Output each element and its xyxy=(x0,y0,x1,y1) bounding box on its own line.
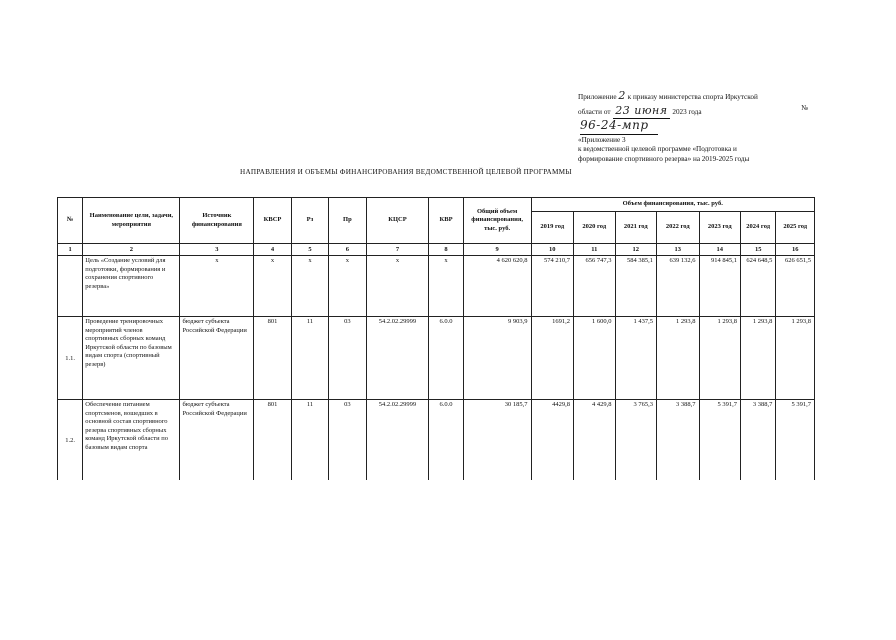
row-number: 1.1. xyxy=(58,317,83,400)
row-year-value: 1 600,0 xyxy=(574,317,615,400)
row-rz: 11 xyxy=(291,400,328,481)
row-number: 1.2. xyxy=(58,400,83,481)
row-year-value: 1 293,8 xyxy=(776,317,815,400)
table-row-goal xyxy=(58,256,815,317)
row-year-value: 639 132,6 xyxy=(657,256,700,317)
column-index: 15 xyxy=(740,244,775,256)
row-year-value: 1 293,8 xyxy=(699,317,740,400)
header-kcsr: КЦСР xyxy=(366,198,429,244)
financing-table xyxy=(57,197,815,480)
column-index: 10 xyxy=(531,244,574,256)
annex-line-4: «Приложение 3 xyxy=(578,135,626,144)
table-row xyxy=(58,317,815,400)
row-kvsr: 801 xyxy=(254,400,291,481)
column-index: 8 xyxy=(429,244,463,256)
row-kcsr: х xyxy=(366,256,429,317)
annex-number-sign: № xyxy=(801,103,808,112)
page-title: НАПРАВЛЕНИЯ И ОБЪЕМЫ ФИНАНСИРОВАНИЯ ВЕДОМСТВЕННОЙ ЦЕЛЕВОЙ ПРОГРАММЫ xyxy=(240,168,572,176)
row-rz: 11 xyxy=(291,317,328,400)
column-index: 2 xyxy=(83,244,180,256)
row-kvr: 6.0.0 xyxy=(429,317,463,400)
header-year: 2024 год xyxy=(740,212,775,244)
row-total: 9 903,9 xyxy=(463,317,531,400)
header-year: 2019 год xyxy=(531,212,574,244)
annex-label: Приложение xyxy=(578,93,617,101)
column-index: 5 xyxy=(291,244,328,256)
row-rz: х xyxy=(291,256,328,317)
row-year-value: 624 648,5 xyxy=(740,256,775,317)
column-index: 3 xyxy=(180,244,254,256)
row-name: Проведение тренировочных мероприятий членов спортивных сборных команд Иркутской области по базовым видам спорта (спортивный резерв) xyxy=(83,317,180,400)
column-index: 4 xyxy=(254,244,291,256)
row-source: х xyxy=(180,256,254,317)
row-kvr: 6.0.0 xyxy=(429,400,463,481)
row-pr: 03 xyxy=(329,400,366,481)
row-year-value: 626 651,5 xyxy=(776,256,815,317)
header-year: 2020 год xyxy=(574,212,615,244)
header-kvsr: КВСР xyxy=(254,198,291,244)
row-year-value: 914 845,1 xyxy=(699,256,740,317)
column-index: 13 xyxy=(657,244,700,256)
row-year-value: 5 391,7 xyxy=(776,400,815,481)
annex-year: 2023 года xyxy=(672,107,702,116)
header-kvr: КВР xyxy=(429,198,463,244)
row-source: бюджет субъекта Российской Федерации xyxy=(180,317,254,400)
header-name: Наименование цели, задачи, мероприятия xyxy=(83,198,180,244)
column-index: 7 xyxy=(366,244,429,256)
row-year-value: 4 429,8 xyxy=(574,400,615,481)
row-year-value: 574 210,7 xyxy=(531,256,574,317)
column-index: 9 xyxy=(463,244,531,256)
row-year-value: 1 293,8 xyxy=(657,317,700,400)
annex-line-2 xyxy=(578,104,814,120)
annex-line-1 xyxy=(578,89,814,104)
row-year-value: 656 747,3 xyxy=(574,256,615,317)
row-number xyxy=(58,256,83,317)
annex-block xyxy=(578,89,814,164)
row-year-value: 1691,2 xyxy=(531,317,574,400)
header-source: Источник финансирования xyxy=(180,198,254,244)
row-year-value: 584 385,1 xyxy=(615,256,656,317)
column-index: 6 xyxy=(329,244,366,256)
annex-handwritten-date: 23 июня xyxy=(613,104,669,120)
row-kcsr: 54.2.02.29999 xyxy=(366,317,429,400)
column-index: 16 xyxy=(776,244,815,256)
row-total: 30 185,7 xyxy=(463,400,531,481)
row-pr: х xyxy=(329,256,366,317)
annex-number: 2 xyxy=(618,89,626,102)
row-kcsr: 54.2.02.29999 xyxy=(366,400,429,481)
annex-line-6: формирование спортивного резерва» на 2019-2025 годы xyxy=(578,154,750,163)
annex-line-5: к ведомственной целевой программе «Подготовка и xyxy=(578,145,737,154)
column-index-row xyxy=(58,244,815,256)
header-year: 2025 год xyxy=(776,212,815,244)
header-rz: Рз xyxy=(291,198,328,244)
row-name: Обеспечение питанием спортсменов, вошедших в основной состав спортивного резерва спортивных сборных команд Иркутской области по базовым видам спорта xyxy=(83,400,180,481)
row-year-value: 5 391,7 xyxy=(699,400,740,481)
column-index: 12 xyxy=(615,244,656,256)
row-source: бюджет субъекта Российской Федерации xyxy=(180,400,254,481)
row-year-value: 1 293,8 xyxy=(740,317,775,400)
row-total: 4 620 620,8 xyxy=(463,256,531,317)
header-year: 2021 год xyxy=(615,212,656,244)
row-kvsr: 801 xyxy=(254,317,291,400)
row-year-value: 3 388,7 xyxy=(657,400,700,481)
row-year-value: 3 388,7 xyxy=(740,400,775,481)
row-pr: 03 xyxy=(329,317,366,400)
header-financing-group: Объем финансирования, тыс. руб. xyxy=(531,198,814,212)
row-kvr: х xyxy=(429,256,463,317)
column-index: 11 xyxy=(574,244,615,256)
header-no: № xyxy=(58,198,83,244)
column-index: 1 xyxy=(58,244,83,256)
annex-order-ref: к приказу министерства спорта Иркутской xyxy=(627,93,758,101)
row-year-value: 1 437,5 xyxy=(615,317,656,400)
header-row-top xyxy=(58,198,815,212)
column-index: 14 xyxy=(699,244,740,256)
header-pr: Пр xyxy=(329,198,366,244)
annex-order-number: 96-24-мпр xyxy=(580,118,658,135)
row-name: Цель «Создание условий для подготовки, формирования и сохранения спортивного резерва» xyxy=(83,256,180,317)
annex-date-prefix: области от xyxy=(578,107,611,116)
row-year-value: 3 765,3 xyxy=(615,400,656,481)
row-year-value: 4429,8 xyxy=(531,400,574,481)
table-row xyxy=(58,400,815,481)
row-kvsr: х xyxy=(254,256,291,317)
header-total: Общий объем финансирования, тыс. руб. xyxy=(463,198,531,244)
header-year: 2023 год xyxy=(699,212,740,244)
header-year: 2022 год xyxy=(657,212,700,244)
